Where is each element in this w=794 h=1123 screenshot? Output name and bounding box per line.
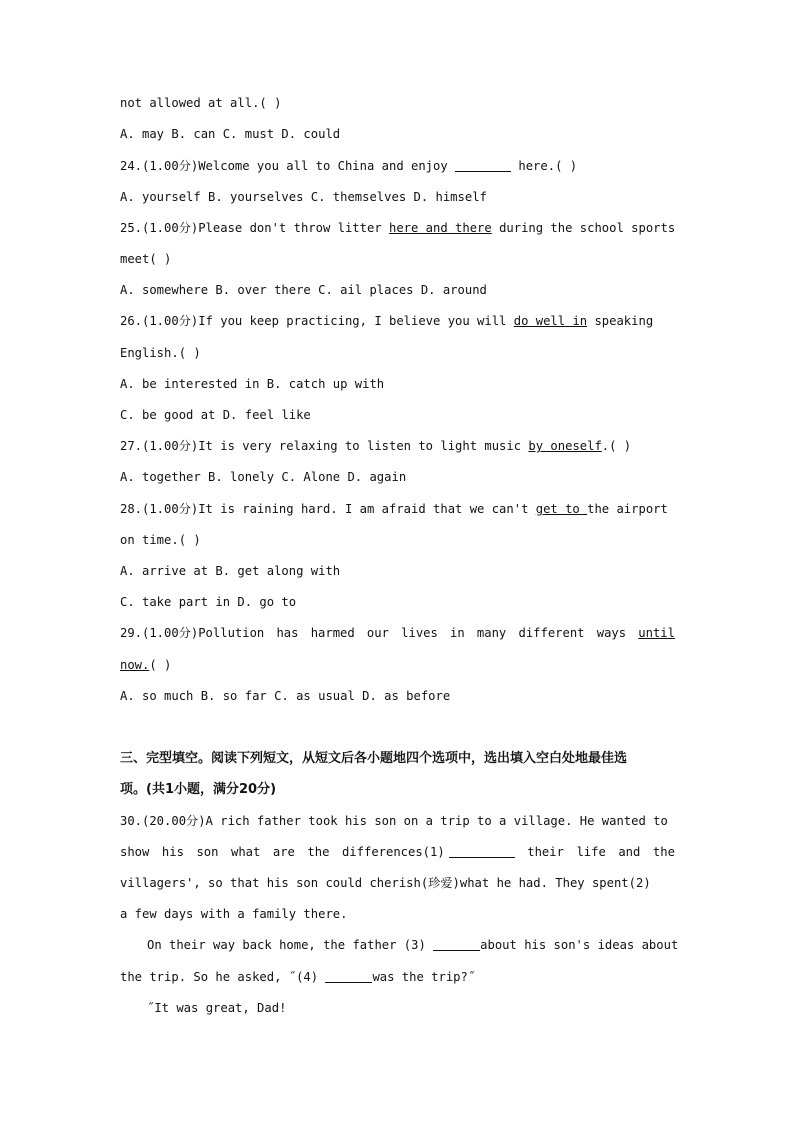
q26-underlined: do well in xyxy=(513,314,588,328)
q24-prefix: 24.(1.00分)Welcome you all to China and enjoy xyxy=(120,159,456,173)
q29-options: A. so much B. so far C. as usual D. as before xyxy=(120,689,451,703)
q30-word: the xyxy=(307,845,330,859)
q30-word: differences(1) xyxy=(341,845,445,859)
q30-word: son xyxy=(196,845,219,859)
q29-tail-line xyxy=(120,655,675,675)
q28-tail: on time.( ) xyxy=(120,533,201,547)
q30-line-6 xyxy=(120,967,675,987)
q30-line-6-suffix: was the trip?˝ xyxy=(372,970,476,984)
q24-options: A. yourself B. yourselves C. themselves D. himself xyxy=(120,190,487,204)
q29-word: ways xyxy=(596,626,627,640)
q30-word: what xyxy=(230,845,261,859)
q25-tail: meet( ) xyxy=(120,252,172,266)
q28-options-2: C. take part in D. go to xyxy=(120,595,297,609)
q29-word: 29.(1.00分)Pollution xyxy=(120,626,265,640)
q24-answer-blank xyxy=(455,158,511,172)
q30-line-1: 30.(20.00分)A rich father took his son on a trip to a village. He wanted to xyxy=(120,814,668,828)
q30-line-5 xyxy=(147,935,679,955)
q27-stem xyxy=(120,436,675,456)
q29-word: our xyxy=(366,626,389,640)
q29-word: many xyxy=(476,626,507,640)
q25-suffix: during the school sports xyxy=(491,221,676,235)
q25-prefix: 25.(1.00分)Please don't throw litter xyxy=(120,221,389,235)
q30-line-2 xyxy=(120,842,675,862)
q30-word: are xyxy=(272,845,295,859)
q30-word: life xyxy=(576,845,606,859)
q30-blank-1 xyxy=(449,844,515,858)
q29-tail-underlined: now. xyxy=(120,658,150,672)
q29-word: in xyxy=(450,626,465,640)
q29-word: has xyxy=(276,626,299,640)
q25-stem xyxy=(120,218,675,238)
q30-line-3: villagers', so that his son could cherish(珍爱)what he had. They spent(2) xyxy=(120,876,651,890)
section-heading-line-1: 三、完型填空。阅读下列短文，从短文后各小题地四个选项中，选出填入空白处地最佳选 xyxy=(120,751,628,766)
q24-stem xyxy=(120,156,675,176)
q26-stem xyxy=(120,311,675,331)
q26-options-1: A. be interested in B. catch up with xyxy=(120,377,385,391)
q26-prefix: 26.(1.00分)If you keep practicing, I believe you will xyxy=(120,314,514,328)
q28-stem xyxy=(120,499,675,519)
q29-word: lives xyxy=(401,626,438,640)
q29-tail: ( ) xyxy=(149,658,172,672)
q28-options-1: A. arrive at B. get along with xyxy=(120,564,341,578)
q30-word: the xyxy=(652,845,675,859)
q30-word: their xyxy=(527,845,564,859)
q30-word-with-blank xyxy=(342,842,515,862)
q28-prefix: 28.(1.00分)It is raining hard. I am afraid that we can't xyxy=(120,502,536,516)
q30-line-5-suffix: about his son's ideas about xyxy=(480,938,679,952)
q30-line-5-prefix: On their way back home, the father (3) xyxy=(147,938,434,952)
q26-options-2: C. be good at D. feel like xyxy=(120,408,311,422)
q24-suffix: here.( ) xyxy=(511,159,578,173)
q30-word: his xyxy=(161,845,184,859)
q30-line-6-prefix: the trip. So he asked, ˝(4) xyxy=(120,970,326,984)
q23-options: A. may B. can C. must D. could xyxy=(120,127,341,141)
section-heading-line-2: 项。(共1小题，满分20分) xyxy=(120,782,277,797)
q27-underlined: by oneself xyxy=(528,439,602,453)
q29-word: harmed xyxy=(310,626,355,640)
q26-suffix: speaking xyxy=(587,314,654,328)
q30-line-7: ˝It was great, Dad! xyxy=(147,1001,287,1015)
q26-tail: English.( ) xyxy=(120,346,201,360)
q27-options: A. together B. lonely C. Alone D. again xyxy=(120,470,407,484)
q30-line-4: a few days with a family there. xyxy=(120,907,348,921)
q29-word: different xyxy=(518,626,585,640)
q30-blank-4 xyxy=(325,969,372,983)
q30-word: and xyxy=(618,845,641,859)
q25-options: A. somewhere B. over there C. ail places D. around xyxy=(120,283,487,297)
q30-blank-3 xyxy=(433,937,480,951)
q28-suffix: the airport xyxy=(587,502,668,516)
q29-stem xyxy=(120,623,675,643)
q25-underlined: here and there xyxy=(389,221,492,235)
q27-suffix: .( ) xyxy=(601,439,632,453)
q30-word: show xyxy=(120,845,150,859)
q28-underlined: get to xyxy=(535,502,588,516)
q27-prefix: 27.(1.00分)It is very relaxing to listen to light music xyxy=(120,439,529,453)
q29-underlined: until xyxy=(638,626,675,640)
q23-tail: not allowed at all.( ) xyxy=(120,96,282,110)
